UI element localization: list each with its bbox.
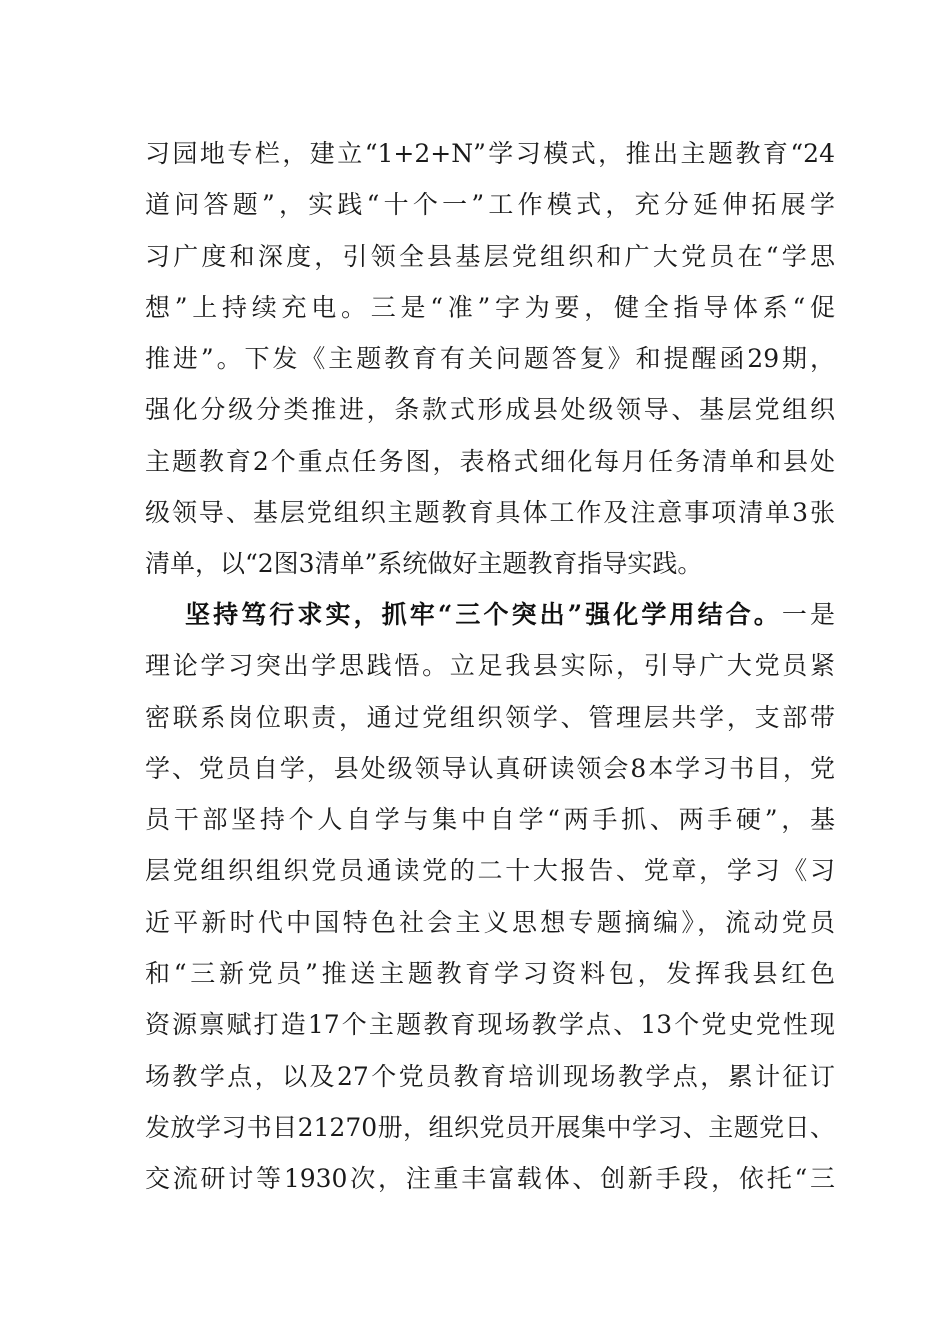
text-line: 密联系岗位职责，通过党组织领学、管理层共学，支部带 (145, 702, 835, 732)
paragraph-heading: 坚持笃行求实，抓牢“三个突出”强化学用结合。 (185, 600, 782, 629)
text-line: 学、党员自学，县处级领导认真研读领会8本学习书目，党 (145, 753, 835, 783)
text-line: 员干部坚持个人自学与集中自学“两手抓、两手硬”，基 (145, 805, 835, 835)
text-line: 习广度和深度，引领全县基层党组织和广大党员在“学思 (145, 241, 835, 271)
text-line: 层党组织组织党员通读党的二十大报告、党章，学习《习 (145, 856, 835, 886)
text-line: 道问答题”，实践“十个一”工作模式，充分延伸拓展学 (145, 190, 835, 220)
text-line: 交流研讨等1930次，注重丰富载体、创新手段，依托“三 (145, 1164, 835, 1194)
body-paragraph-1 (145, 128, 835, 590)
text-line: 习园地专栏，建立“1+2+N”学习模式，推出主题教育“24 (145, 139, 835, 168)
text-line: 近平新时代中国特色社会主义思想专题摘编》，流动党员 (145, 907, 835, 937)
paragraph-first-line (145, 589, 835, 640)
text-line: 强化分级分类推进，条款式形成县处级领导、基层党组织 (145, 395, 835, 425)
text-line: 和“三新党员”推送主题教育学习资料包，发挥我县红色 (145, 959, 835, 989)
text-line: 推进”。下发《主题教育有关问题答复》和提醒函29期， (145, 344, 835, 374)
text-line: 级领导、基层党组织主题教育具体工作及注意事项清单3张 (145, 498, 835, 528)
text-line: 主题教育2个重点任务图，表格式细化每月任务清单和县处 (145, 446, 835, 476)
text-line: 场教学点，以及27个党员教育培训现场教学点，累计征订 (145, 1061, 835, 1091)
text-line: 理论学习突出学思践悟。立足我县实际，引导广大党员紧 (145, 651, 835, 681)
text-line: 资源禀赋打造17个主题教育现场教学点、13个党史党性现 (145, 1010, 835, 1040)
text-line: 发放学习书目21270册，组织党员开展集中学习、主题党日、 (145, 1112, 835, 1142)
text-run: 一是 (781, 600, 835, 629)
text-line: 想”上持续充电。三是“准”字为要，健全指导体系“促 (145, 292, 835, 322)
body-paragraph-2 (145, 589, 835, 1205)
text-line: 清单，以“2图3清单”系统做好主题教育指导实践。 (145, 549, 703, 579)
